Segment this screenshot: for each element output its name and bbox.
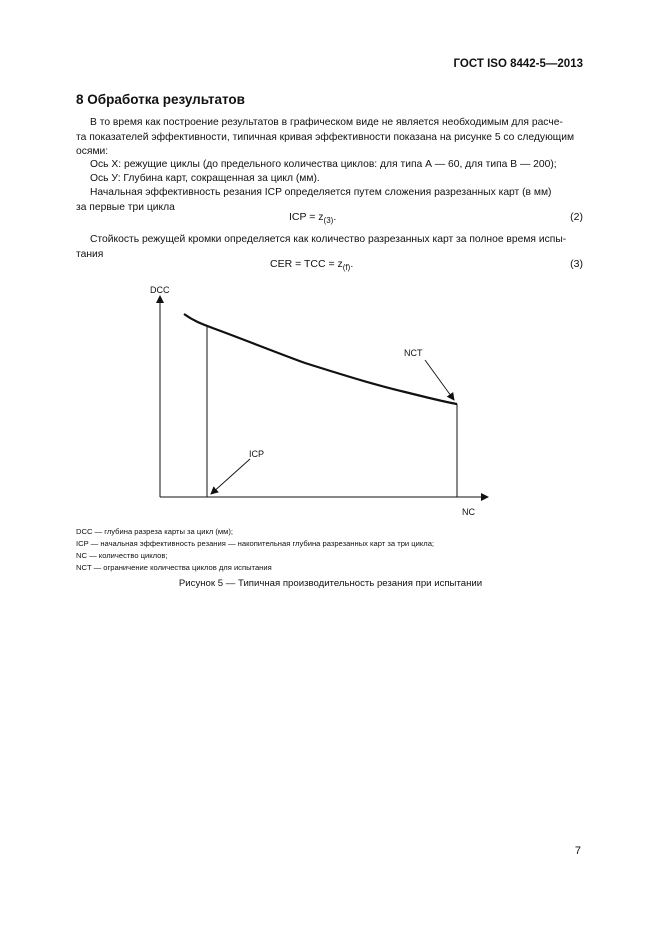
icp-annotation: ICP [249, 449, 265, 459]
text-line: осями: [76, 146, 109, 157]
page-number: 7 [574, 845, 581, 857]
nct-annotation: NCT [404, 348, 423, 358]
text-line: за первые три цикла [76, 201, 175, 213]
formula-end: . [333, 211, 337, 223]
legend-nct: NCT — ограничение количества циклов для испытания [76, 563, 272, 572]
text-line: та показателей эффективности, типичная кривая эффективности показана на рисунке 5 со следующим [76, 131, 575, 143]
text-line: В то время как построение результатов в графическом виде не является необходимым для расче- [90, 117, 563, 128]
y-axis-label: DCC [150, 285, 170, 295]
equation-number: (3) [570, 258, 583, 270]
performance-curve [184, 314, 457, 404]
legend-dcc: DCC — глубина разреза карты за цикл (мм); [76, 527, 234, 536]
formula-end: . [350, 258, 354, 270]
formula-subscript: (3) [323, 216, 334, 226]
legend-nc: NC — количество циклов; [76, 551, 168, 560]
nct-pointer [425, 360, 454, 400]
text-line: Начальная эффективность резания ICP определяется путем сложения разрезанных карт (в мм) [90, 187, 552, 198]
text-line: тания [76, 248, 104, 260]
section-heading: 8 Обработка результатов [76, 92, 245, 107]
formula-cer [270, 258, 353, 272]
equation-number: (2) [570, 211, 583, 223]
paragraph-x-axis: Ось X: режущие циклы (до предельного количества циклов: для типа А — 60, для типа В — 200); [90, 159, 557, 170]
paragraph-plotting [76, 116, 584, 160]
performance-chart [140, 280, 520, 520]
standard-designation: ГОСТ ISO 8442-5—2013 [453, 58, 583, 70]
x-axis-label: NC [462, 507, 475, 517]
formula-text: ICP = z [289, 211, 324, 223]
formula-icp [289, 211, 336, 225]
formula-text: CER = TCC = z [270, 258, 343, 270]
formula-subscript: (f) [342, 263, 351, 273]
icp-pointer [211, 459, 250, 494]
paragraph-y-axis: Ось У: Глубина карт, сокращенная за цикл (мм). [90, 173, 320, 184]
legend-icp: ICP — начальная эффективность резания — накопительная глубина разрезанных карт за три цикла; [76, 539, 435, 548]
figure-caption: Рисунок 5 — Типичная производительность резания при испытании [178, 578, 483, 589]
text-line: Стойкость режущей кромки определяется как количество разрезанных карт за полное время испы- [90, 234, 567, 245]
